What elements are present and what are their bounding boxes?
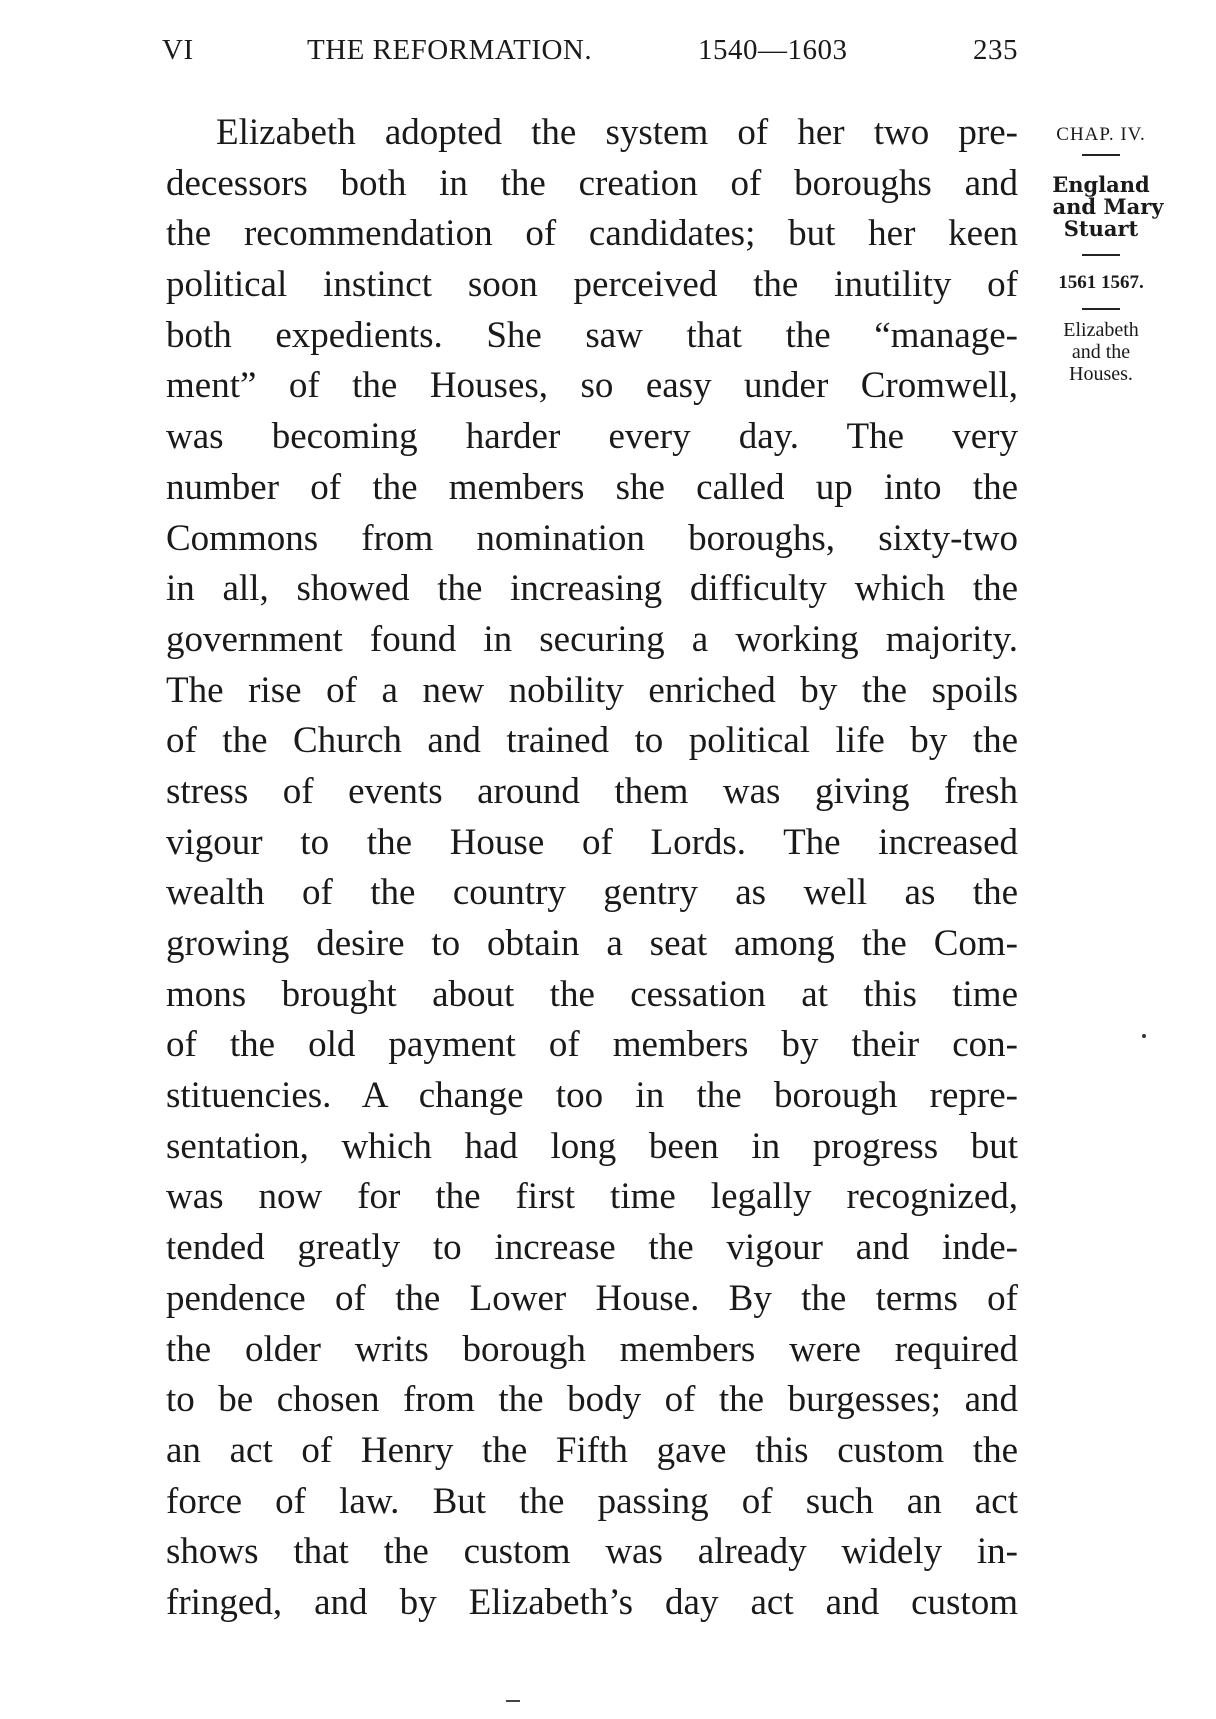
text-line: was now for the first time legally recognized,: [166, 1176, 1018, 1218]
header-title: THE REFORMATION.: [307, 34, 593, 66]
page-number: 235: [973, 34, 1018, 66]
text-line: mons brought about the cessation at this time: [166, 973, 1018, 1015]
margin-chapter-ref: CHAP. IV.: [1056, 124, 1146, 145]
margin-topic-line: Elizabeth: [1063, 319, 1139, 341]
margin-rule: [1082, 308, 1120, 310]
text-line: stress of events around them was giving fresh: [166, 770, 1018, 812]
body-text: [166, 108, 1018, 1629]
text-line: the older writs borough members were required: [166, 1328, 1018, 1370]
text-line: number of the members she called up into the: [166, 466, 1018, 508]
text-line: fringed, and by Elizabeth’s day act and custom: [166, 1581, 1018, 1623]
margin-heading-line: England: [1052, 172, 1150, 197]
running-header: [162, 34, 1018, 74]
text-line: government found in securing a working majority.: [166, 618, 1018, 660]
margin-heading-line: Stuart: [1063, 216, 1139, 241]
header-years: 1540—1603: [698, 34, 848, 66]
text-line: pendence of the Lower House. By the terms of: [166, 1277, 1018, 1319]
text-line: to be chosen from the body of the burgesses; and: [166, 1379, 1018, 1421]
text-line: stituencies. A change too in the borough repre-: [166, 1075, 1018, 1117]
header-chapter: VI: [162, 34, 194, 66]
text-line: force of law. But the passing of such an act: [166, 1480, 1018, 1522]
text-line: decessors both in the creation of boroughs and: [166, 162, 1018, 204]
text-line: ment” of the Houses, so easy under Cromwell,: [166, 365, 1018, 407]
margin-topic-line: and the: [1071, 341, 1131, 363]
bottom-mark: [506, 1700, 520, 1702]
text-line: vigour to the House of Lords. The increased: [166, 821, 1018, 863]
text-line: Elizabeth adopted the system of her two pre-: [216, 112, 1018, 153]
ink-speck: [1142, 1034, 1146, 1038]
text-line: tended greatly to increase the vigour and inde-: [166, 1227, 1018, 1269]
text-line: sentation, which had long been in progress but: [166, 1125, 1018, 1167]
margin-topic-line: Houses.: [1069, 363, 1133, 385]
text-line: wealth of the country gentry as well as the: [166, 872, 1018, 914]
text-line: shows that the custom was already widely in-: [166, 1531, 1018, 1573]
text-line: Commons from nomination boroughs, sixty-two: [166, 517, 1018, 559]
text-line: both expedients. She saw that the “manage-: [166, 314, 1018, 356]
text-line: in all, showed the increasing difficulty which the: [166, 568, 1018, 610]
margin-heading-line: and Mary: [1052, 194, 1164, 219]
margin-rule: [1082, 154, 1120, 156]
text-line: The rise of a new nobility enriched by the spoils: [166, 669, 1018, 711]
text-line: growing desire to obtain a seat among the Com-: [166, 923, 1018, 964]
text-line: was becoming harder every day. The very: [166, 416, 1018, 458]
margin-years: 1561 1567.: [1058, 272, 1144, 293]
text-line: an act of Henry the Fifth gave this custom the: [166, 1429, 1018, 1471]
text-line: the recommendation of candidates; but her keen: [166, 213, 1018, 255]
text-line: of the old payment of members by their con-: [166, 1024, 1018, 1066]
text-line: of the Church and trained to political life by the: [166, 720, 1018, 762]
margin-rule: [1082, 254, 1120, 256]
text-line: political instinct soon perceived the inutility of: [166, 264, 1018, 306]
